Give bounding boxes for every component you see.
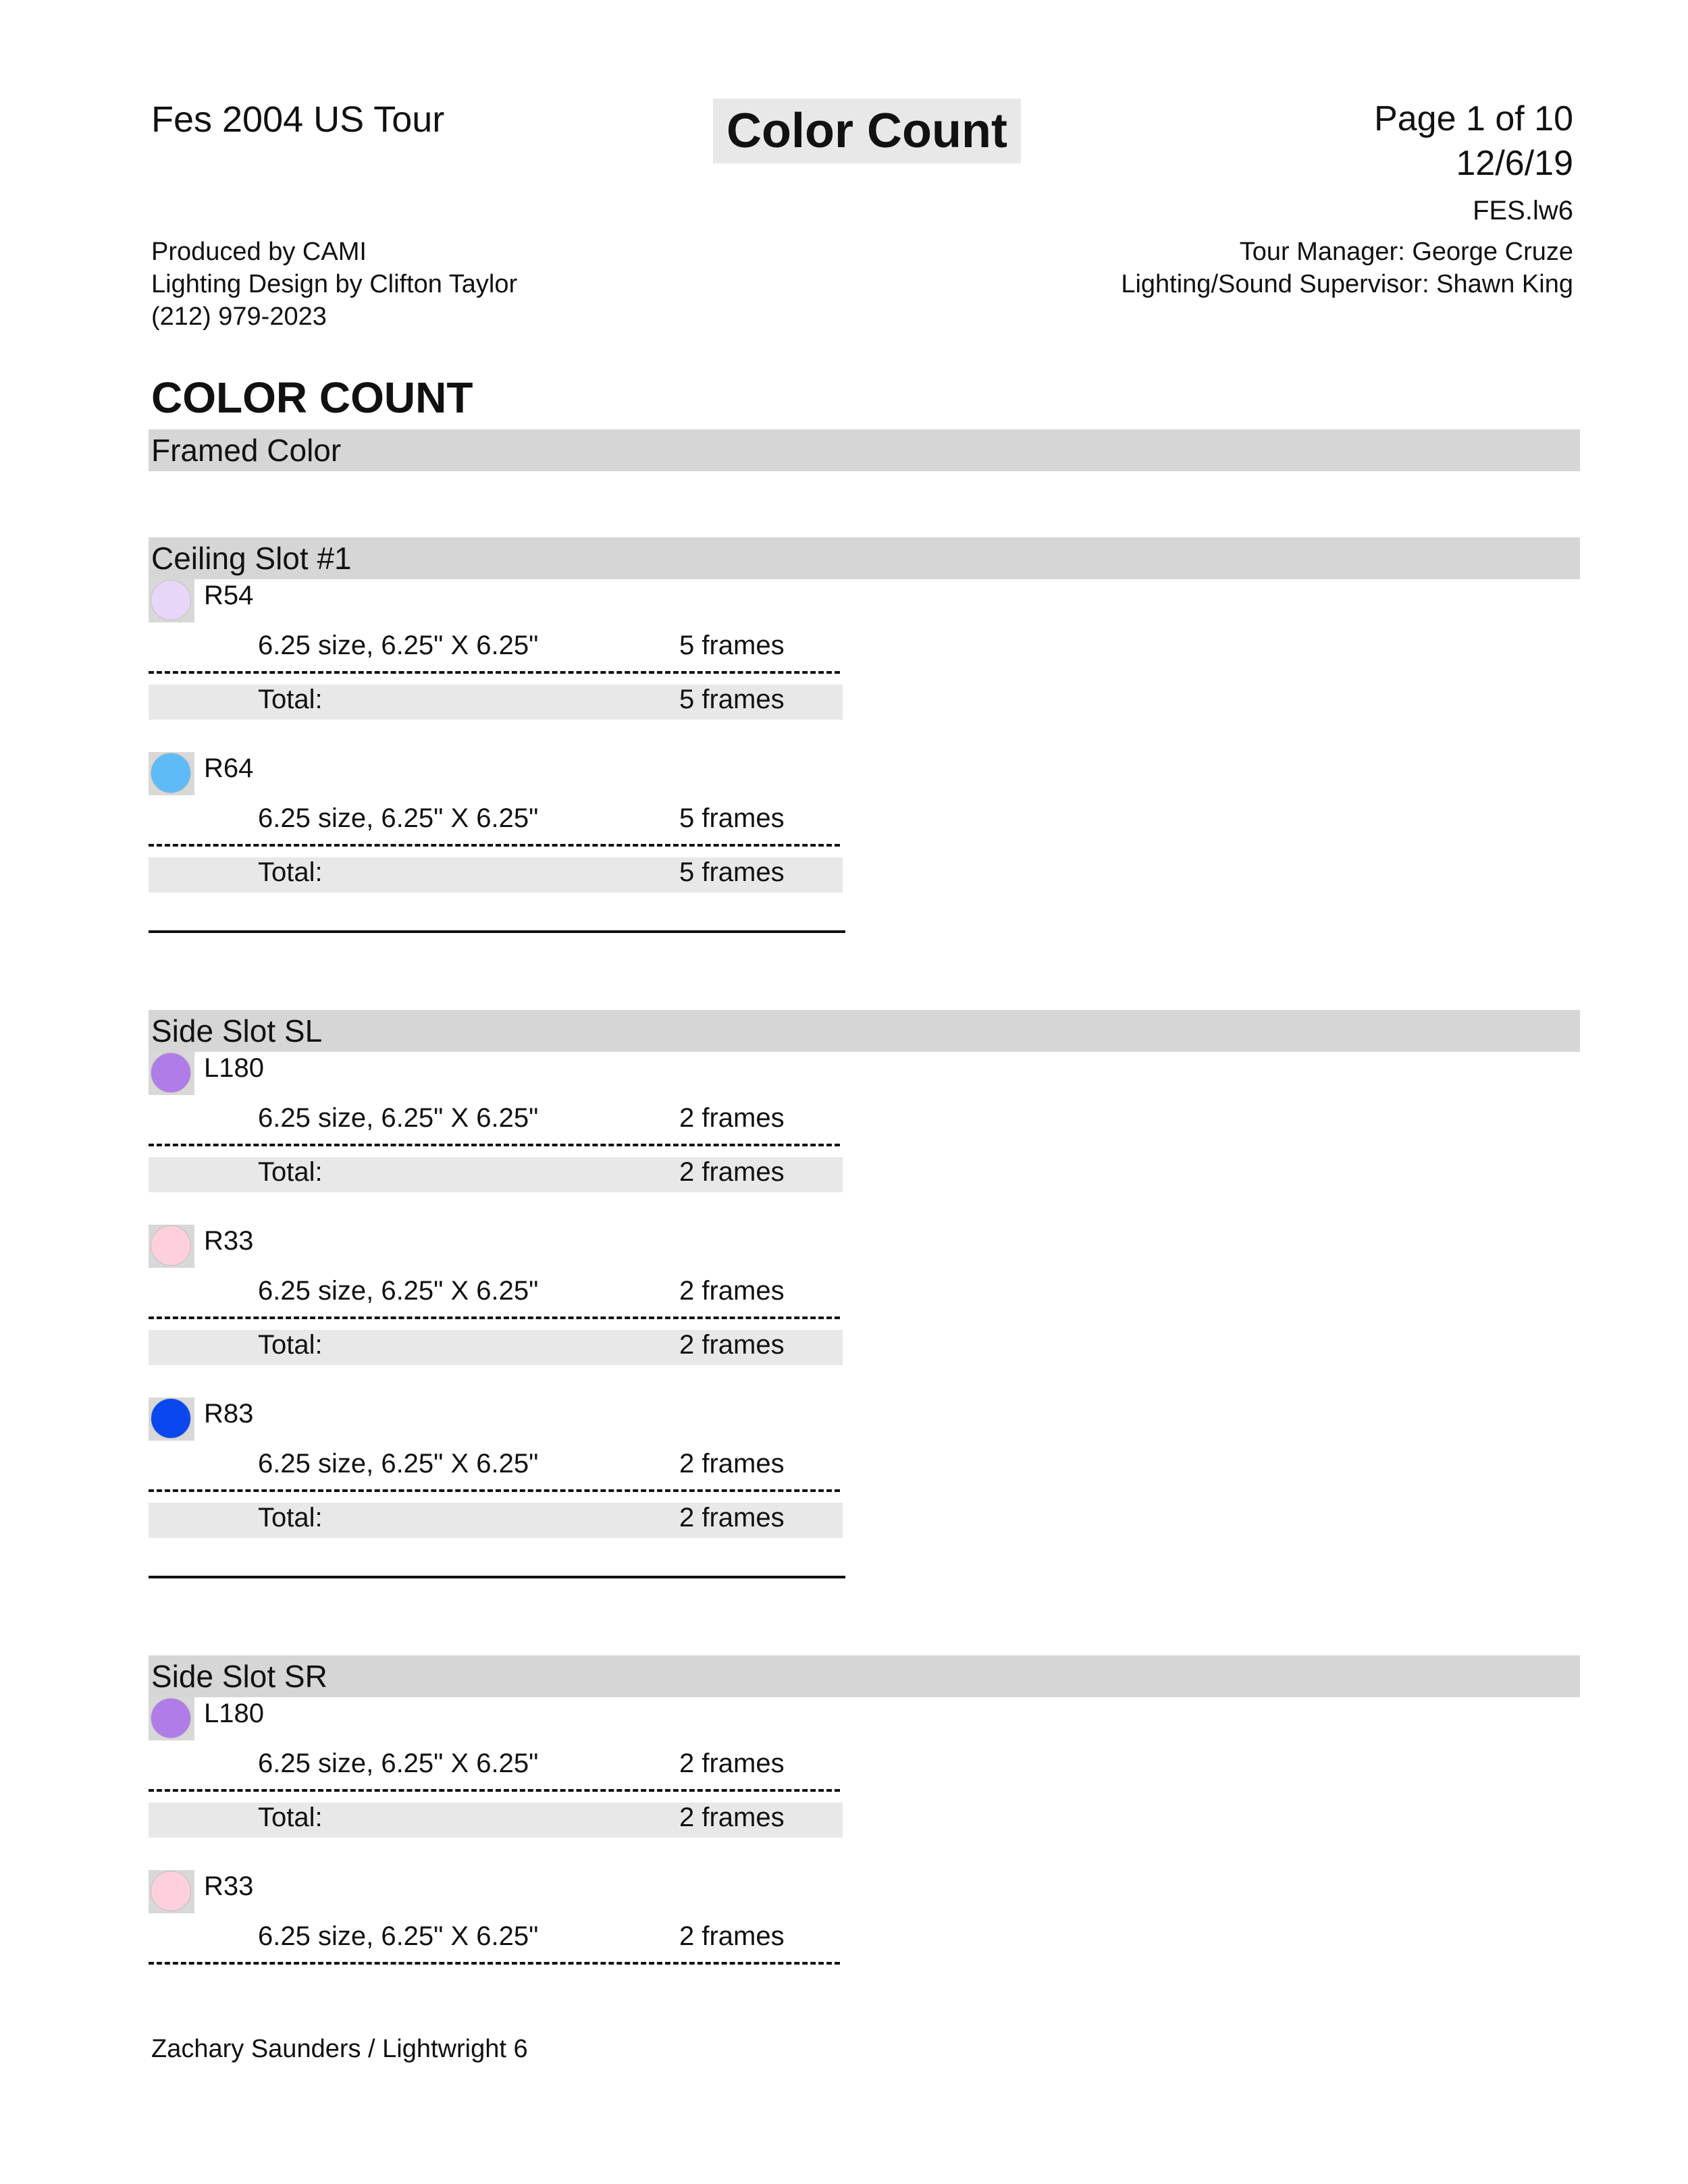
color-code: R64 xyxy=(204,753,254,783)
document-title: Color Count xyxy=(713,99,1021,163)
total-quantity: 2 frames xyxy=(679,1503,785,1533)
total-label: Total: xyxy=(258,1157,323,1187)
frame-size: 6.25 size, 6.25" X 6.25" xyxy=(258,1921,539,1951)
color-swatch-circle xyxy=(151,1225,191,1266)
total-quantity: 5 frames xyxy=(679,685,785,714)
section-rule xyxy=(149,930,845,933)
produced-by: Produced by CAMI xyxy=(151,238,367,266)
color-code: R83 xyxy=(204,1399,254,1429)
color-swatch xyxy=(149,1052,194,1095)
color-swatch-circle xyxy=(151,580,191,620)
frame-size: 6.25 size, 6.25" X 6.25" xyxy=(258,1103,539,1133)
dashed-divider xyxy=(149,671,840,674)
color-code: L180 xyxy=(204,1053,264,1083)
frame-quantity: 5 frames xyxy=(679,803,785,833)
frame-quantity: 2 frames xyxy=(679,1103,785,1133)
total-label: Total: xyxy=(258,1503,323,1533)
total-quantity: 2 frames xyxy=(679,1803,785,1832)
total-label: Total: xyxy=(258,1330,323,1360)
frame-quantity: 2 frames xyxy=(679,1276,785,1306)
color-code: R54 xyxy=(204,581,254,610)
dashed-divider xyxy=(149,844,840,847)
color-swatch xyxy=(149,1870,194,1913)
total-quantity: 2 frames xyxy=(679,1157,785,1187)
dashed-divider xyxy=(149,1316,840,1319)
position-header: Side Slot SR xyxy=(149,1655,1580,1697)
frame-quantity: 5 frames xyxy=(679,631,785,660)
color-swatch xyxy=(149,1397,194,1441)
dashed-divider xyxy=(149,1489,840,1492)
frame-size: 6.25 size, 6.25" X 6.25" xyxy=(258,631,539,660)
color-swatch-circle xyxy=(151,1053,191,1093)
footer-credit: Zachary Saunders / Lightwright 6 xyxy=(151,2035,528,2063)
phone-number: (212) 979-2023 xyxy=(151,302,327,331)
color-swatch xyxy=(149,1697,194,1740)
frame-size: 6.25 size, 6.25" X 6.25" xyxy=(258,803,539,833)
position-header: Ceiling Slot #1 xyxy=(149,537,1580,579)
total-label: Total: xyxy=(258,1803,323,1832)
color-swatch-circle xyxy=(151,1871,191,1911)
frame-quantity: 2 frames xyxy=(679,1749,785,1778)
dashed-divider xyxy=(149,1789,840,1792)
color-code: R33 xyxy=(204,1226,254,1256)
total-label: Total: xyxy=(258,857,323,887)
frame-quantity: 2 frames xyxy=(679,1449,785,1479)
lighting-designer: Lighting Design by Clifton Taylor xyxy=(151,270,518,298)
color-swatch-circle xyxy=(151,753,191,793)
category-bar: Framed Color xyxy=(149,429,1580,471)
color-code: L180 xyxy=(204,1699,264,1728)
color-swatch xyxy=(149,1225,194,1268)
total-quantity: 5 frames xyxy=(679,857,785,887)
section-rule xyxy=(149,1576,845,1578)
frame-size: 6.25 size, 6.25" X 6.25" xyxy=(258,1749,539,1778)
tour-manager: Tour Manager: George Cruze xyxy=(1239,238,1573,266)
dashed-divider xyxy=(149,1144,840,1146)
frame-size: 6.25 size, 6.25" X 6.25" xyxy=(258,1276,539,1306)
supervisor: Lighting/Sound Supervisor: Shawn King xyxy=(1121,270,1573,298)
position-header: Side Slot SL xyxy=(149,1010,1580,1052)
print-date: 12/6/19 xyxy=(1456,144,1573,183)
color-swatch xyxy=(149,579,194,622)
color-swatch-circle xyxy=(151,1398,191,1439)
color-swatch-circle xyxy=(151,1698,191,1738)
color-code: R33 xyxy=(204,1871,254,1901)
frame-quantity: 2 frames xyxy=(679,1921,785,1951)
total-label: Total: xyxy=(258,685,323,714)
tour-title: Fes 2004 US Tour xyxy=(151,99,445,140)
color-swatch xyxy=(149,752,194,795)
page-number: Page 1 of 10 xyxy=(1374,99,1573,138)
total-quantity: 2 frames xyxy=(679,1330,785,1360)
frame-size: 6.25 size, 6.25" X 6.25" xyxy=(258,1449,539,1479)
dashed-divider xyxy=(149,1962,840,1965)
file-name: FES.lw6 xyxy=(1473,196,1573,225)
report-heading: COLOR COUNT xyxy=(151,373,473,422)
